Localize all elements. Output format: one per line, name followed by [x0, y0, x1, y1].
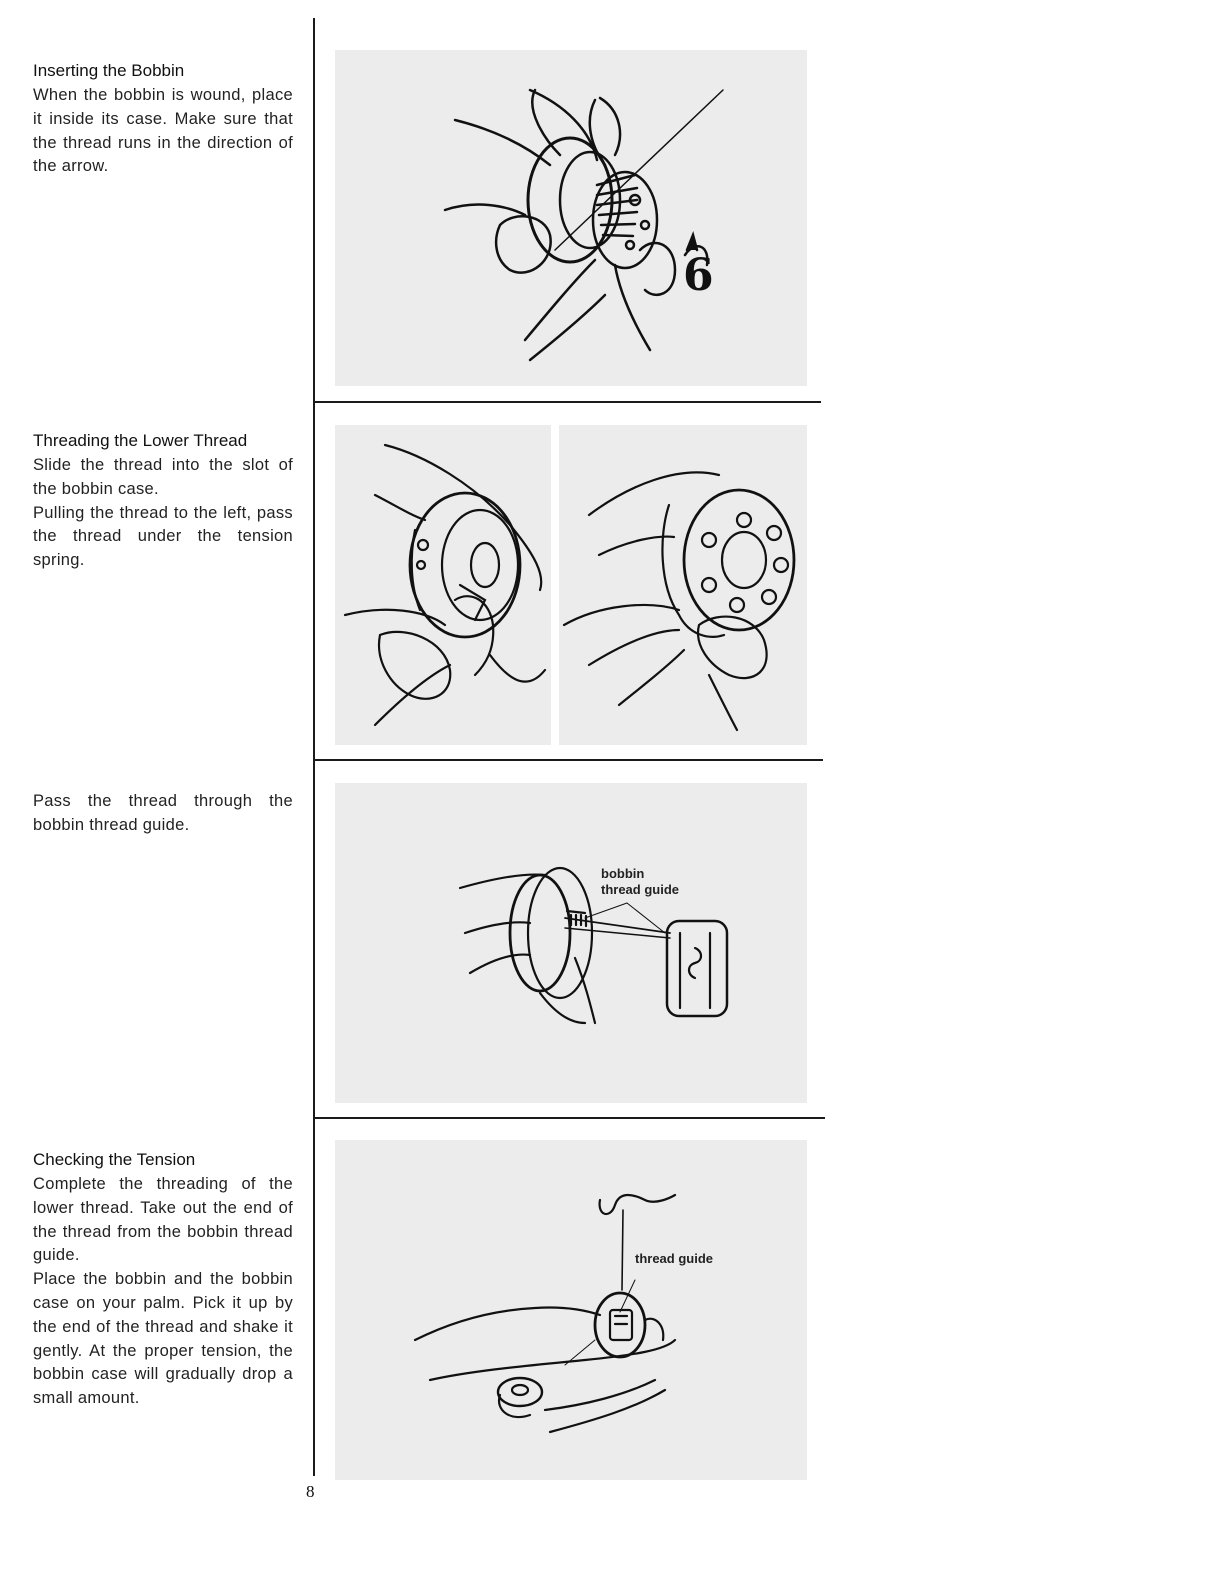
section-checking-tension — [33, 1149, 293, 1411]
figure-inserting-bobbin — [335, 50, 807, 386]
bobbin-thread-guide-label-line1: bobbin — [601, 866, 645, 881]
svg-text:6: 6 — [683, 250, 714, 301]
section-inserting-bobbin — [33, 60, 293, 179]
figure-bobbin-thread-guide — [335, 783, 807, 1103]
section-thread-guide — [33, 790, 293, 838]
section-paragraph: Pass the thread through the bobbin thread guide. — [33, 792, 293, 834]
figure-threading-lower-thread-left — [335, 425, 551, 745]
column-divider — [313, 18, 315, 1476]
section-divider-3 — [313, 1117, 825, 1119]
section-paragraph: Place the bobbin and the bobbin case on your palm. Pick it up by the end of the thread and shake it gently. At the proper tension, the bobbin case will gradually drop a small amount. — [33, 1270, 293, 1408]
section-heading: Inserting the Bobbin — [33, 61, 185, 80]
thread-guide-label: thread guide — [635, 1251, 714, 1266]
page-number: 8 — [306, 1482, 315, 1501]
section-paragraph: Complete the threading of the lower thread. Take out the end of the thread from the bobbin thread guide. — [33, 1175, 293, 1265]
section-divider-1 — [313, 401, 821, 403]
figure-checking-tension — [335, 1140, 807, 1480]
section-paragraph: When the bobbin is wound, place it inside its case. Make sure that the thread runs in the direction of the arrow. — [33, 86, 293, 176]
section-heading: Checking the Tension — [33, 1150, 196, 1169]
section-threading-lower-thread — [33, 430, 293, 573]
section-divider-2 — [313, 759, 823, 761]
bobbin-thread-guide-label-line2: thread guide — [601, 882, 680, 897]
figure-threading-lower-thread-right — [559, 425, 807, 745]
section-paragraph: Pulling the thread to the left, pass the thread under the tension spring. — [33, 503, 293, 570]
section-paragraph: Slide the thread into the slot of the bobbin case. — [33, 456, 293, 498]
section-heading: Threading the Lower Thread — [33, 431, 248, 450]
